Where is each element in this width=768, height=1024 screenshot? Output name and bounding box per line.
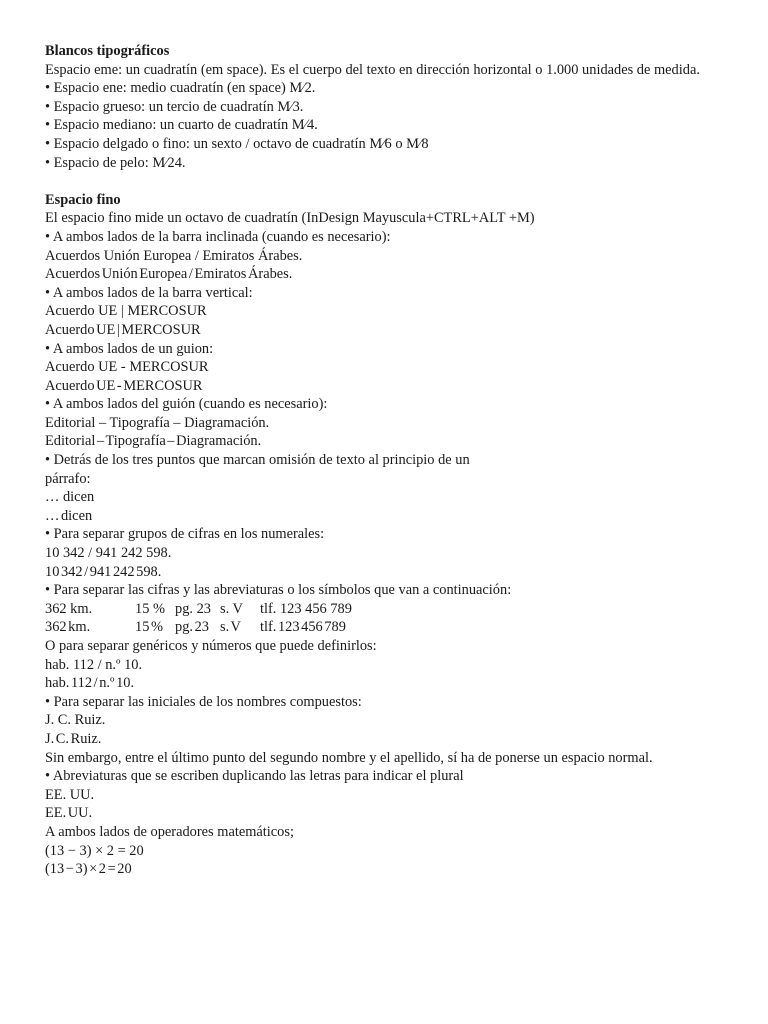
table-cell: pg. 23 <box>175 600 211 617</box>
text-line: • A ambos lados de la barra inclinada (cuando es necesario): <box>45 228 391 245</box>
table-cell: s. V <box>220 600 243 617</box>
text-line: Editorial – Tipografía – Diagramación. <box>45 414 270 431</box>
text-line: EE. UU. <box>45 786 95 803</box>
text-line: J. C. Ruiz. <box>45 730 102 747</box>
list-item: • Espacio ene: medio cuadratín (en space) M⁄2. <box>45 80 316 97</box>
text-line: A ambos lados de operadores matemáticos; <box>45 823 294 840</box>
text-line: El espacio fino mide un octavo de cuadratín (InDesign Mayuscula+CTRL+ALT +M) <box>45 210 535 227</box>
text-line: 10 342 / 941 242 598. <box>45 545 172 562</box>
table-cell: 15 % <box>135 600 165 617</box>
table-cell: pg. 23 <box>175 619 209 636</box>
intro-paragraph: Espacio eme: un cuadratín (em space). Es el cuerpo del texto en dirección horizontal o 1.000 unidades de medida. <box>45 61 700 78</box>
table-row <box>45 600 735 619</box>
units-table <box>45 600 735 637</box>
section-body-b <box>45 637 735 879</box>
table-cell: tlf. 123 456 789 <box>260 600 352 617</box>
text-line: … dicen <box>45 489 95 506</box>
text-line: Acuerdo UE - MERCOSUR <box>45 377 203 394</box>
text-line: Acuerdos Unión Europea / Emiratos Árabes. <box>45 266 293 283</box>
text-line: Acuerdos Unión Europea / Emiratos Árabes. <box>45 247 303 264</box>
text-line: Acuerdo UE | MERCOSUR <box>45 321 201 338</box>
table-cell: tlf. 123 456 789 <box>260 619 346 636</box>
text-line: 10 342 / 941 242 598. <box>45 563 162 580</box>
list-item: • Espacio delgado o fino: un sexto / octavo de cuadratín M⁄6 o M⁄8 <box>45 135 429 152</box>
list-item: • Espacio grueso: un tercio de cuadratín M⁄3. <box>45 98 304 115</box>
text-line: Editorial – Tipografía – Diagramación. <box>45 433 262 450</box>
list-item: • Espacio mediano: un cuarto de cuadratín M⁄4. <box>45 117 318 134</box>
text-line: hab. 112 / n.º 10. <box>45 675 135 692</box>
text-line: J. C. Ruiz. <box>45 712 106 729</box>
text-line: • Para separar las iniciales de los nombres compuestos: <box>45 693 362 710</box>
list-item: • Espacio de pelo: M⁄24. <box>45 154 186 171</box>
section-title-blancos: Blancos tipográficos <box>45 43 170 59</box>
table-cell: 15 % <box>135 619 163 636</box>
text-line: párrafo: <box>45 470 91 487</box>
section-body-a <box>45 209 735 599</box>
text-line: • Abreviaturas que se escriben duplicando las letras para indicar el plural <box>45 768 464 785</box>
text-line: • A ambos lados de un guion: <box>45 340 214 357</box>
text-line: EE. UU. <box>45 805 93 822</box>
document-page <box>45 42 735 879</box>
table-cell: s. V <box>220 619 241 636</box>
text-line: Acuerdo UE - MERCOSUR <box>45 359 209 376</box>
paragraph-gap <box>45 172 735 191</box>
text-line: • A ambos lados de la barra vertical: <box>45 284 253 301</box>
section-title-espacio-fino: Espacio fino <box>45 191 121 208</box>
text-line: (13 − 3) × 2 = 20 <box>45 861 132 878</box>
text-line: • A ambos lados del guión (cuando es necesario): <box>45 396 328 413</box>
text-line: O para separar genéricos y números que puede definirlos: <box>45 638 377 654</box>
text-line: Sin embargo, entre el último punto del segundo nombre y el apellido, sí ha de ponerse un espacio normal. <box>45 749 653 766</box>
text-line: • Detrás de los tres puntos que marcan omisión de texto al principio de un <box>45 452 470 469</box>
text-line: hab. 112 / n.º 10. <box>45 656 143 673</box>
text-line: • Para separar las cifras y las abreviaturas o los símbolos que van a continuación: <box>45 582 512 599</box>
table-cell: 362 km. <box>45 619 91 636</box>
text-line: (13 − 3) × 2 = 20 <box>45 842 144 859</box>
text-line: … dicen <box>45 507 93 524</box>
table-cell: 362 km. <box>45 600 93 617</box>
table-row <box>45 618 735 637</box>
text-line: • Para separar grupos de cifras en los numerales: <box>45 526 325 543</box>
text-line: Acuerdo UE | MERCOSUR <box>45 303 207 320</box>
